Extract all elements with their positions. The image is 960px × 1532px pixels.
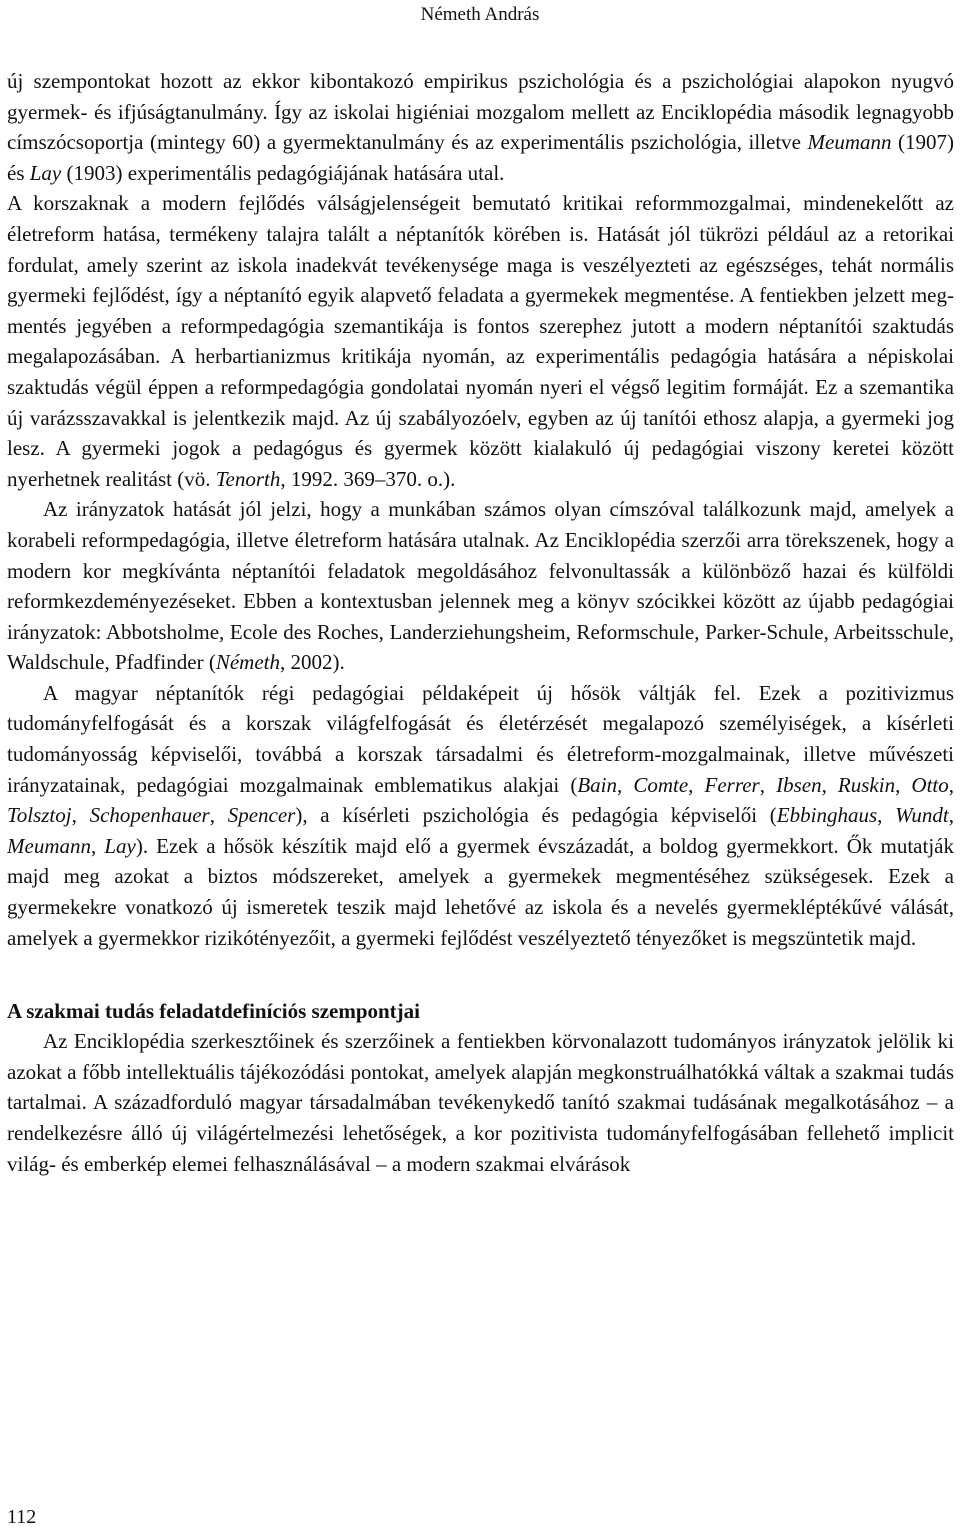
- text-run: , 1992. 369–370. o.).: [280, 466, 456, 491]
- text-run: ), a kísérleti pszichológia és pedagógia képviselői (: [295, 803, 777, 828]
- italic-name: Németh: [215, 650, 280, 675]
- italic-name: Tenorth: [215, 466, 281, 491]
- running-header-author: Németh András: [420, 4, 540, 25]
- italic-name: Meumann: [7, 833, 91, 858]
- italic-name: Ruskin: [837, 772, 896, 797]
- text-run: új szempontokat hozott az ekkor kibontakozó empirikus pszichológia és a pszichológiai alapokon nyugvó gyermek- és ifjúságtanulmány. Így az iskolai higiéniai mozgalom mellett az Enciklopédia második legnagyobb címszócsoportja (mintegy 60) a gyermektanulmány és az experimentális pszichológia, illetve: [7, 69, 954, 155]
- italic-name: Tolsztoj: [7, 803, 72, 828]
- text-run: , 2002).: [279, 650, 345, 675]
- text-run: ,: [209, 803, 228, 828]
- text-run: ,: [895, 772, 912, 797]
- paragraph: [7, 678, 954, 953]
- text-run: ,: [90, 833, 105, 858]
- paragraph: [7, 494, 954, 678]
- paragraph: [7, 188, 954, 494]
- italic-name: Wundt: [895, 803, 949, 828]
- text-run: ,: [948, 803, 955, 828]
- italic-name: Comte: [633, 772, 689, 797]
- italic-name: Lay: [29, 160, 62, 185]
- text-run: ,: [877, 803, 896, 828]
- text-run: A korszaknak a modern fejlődés válságjelenségeit bemutató kritikai reformmozgalmai, mindenekelőtt az életreform hatása, termékeny talajra talált a néptanítók körében is. Hatását jól tükrözi például az a retorikai fordulat, amely szerint az iskola inadekvát tevékenysége maga is veszélyezteti az egészséges, tehát normális gyermeki fejlődést, így a néptanító egyik alapvető feladata a gyermekek megmentése. A fentiekben jelzett megmentés jegyében a reformpedagógia szemantikája is fontos szerephez jutott a modern néptanítói szaktudás megalapozásában. A herbartianizmus kritikája nyomán, az experimentális pedagógia hatására a népiskolai szaktudás végül éppen a reformpedagógia gondolatai nyomán nyeri el végső legitim formáját. Ez a szemantika új varázsszavakkal is jelentkezik majd. Az új szabályozóelv, egyben az új tanítói ethosz alapja, a gyermeki jog lesz. A gyermeki jogok a pedagógus és gyermek között kialakuló új pedagógiai viszony keretei között nyerhetnek realitást (vö.: [7, 191, 954, 491]
- text-run: (1903) experimentális pedagógiájának hatására utal.: [61, 160, 505, 185]
- text-run: ,: [759, 772, 777, 797]
- italic-name: Otto: [911, 772, 949, 797]
- text-run: ,: [71, 803, 90, 828]
- text-run: ,: [821, 772, 838, 797]
- italic-name: Ferrer: [704, 772, 760, 797]
- italic-name: Meumann: [807, 130, 892, 155]
- section-heading: A szakmai tudás feladatdefiníciós szempontjai: [7, 999, 421, 1024]
- text-run: Az irányzatok hatását jól jelzi, hogy a munkában számos olyan címszóval találkozunk majd, amelyek a korabeli reformpedagógia, illetve életreform hatására utalnak. Az Enciklopédia szerzői arra törekszenek, hogy a modern kor megkívánta néptanítói feladatok megoldásához felvonultassák a különböző hazai és külföldi reformkezdeményezéseket. Ebben a kontextusban jelennek meg a könyv szócikkei között az újabb pedagógiai irányzatok: Abbotsholme, Ecole des Roches, Landerziehungsheim, Reformschule, Parker-Schule, Arbeitsschule, Waldschule, Pfadfinder (: [7, 497, 954, 675]
- italic-name: Schopenhauer: [89, 803, 210, 828]
- text-run: A magyar néptanítók régi pedagógiai példaképeit új hősök váltják fel. Ezek a pozitivizmus tudományfelfogását és a korszak világfelfogását és életérzését megalapozó személyiségek, a kísérleti tudományosság képviselői, továbbá a korszak társadalmi és életreform-mozgalmainak, illetve művészeti irányzatainak, pedagógiai mozgalmainak emblematikus alakjai (: [7, 680, 954, 797]
- page-number: 112: [7, 1506, 37, 1528]
- text-run: ,: [688, 772, 705, 797]
- italic-name: Ebbinghaus: [776, 803, 878, 828]
- paragraph: [7, 66, 954, 188]
- section-paragraphs: [7, 1026, 954, 1179]
- document-body: [7, 66, 954, 1179]
- text-run: ,: [948, 772, 955, 797]
- italic-name: Ibsen: [776, 772, 822, 797]
- text-run: ,: [617, 772, 634, 797]
- paragraph: [7, 1026, 954, 1179]
- italic-name: Bain: [577, 772, 617, 797]
- text-run: Az Enciklopédia szerkesztőinek és szerzőinek a fentiekben körvonalazott tudományos irányzatok jelölik ki azokat a főbb intellektuális tájékozódási pontokat, amelyek alapján megkonstruálhatókká váltak a szakmai tudás tartalmai. A századforduló magyar társadalmában tevékenykedő tanító szakmai tudásának megalkotásához – a rendelkezésre álló új világértelmezési lehetőségek, a kor pozitivista tudományfelfogásában fellehető implicit világ- és emberkép elemei felhasználásával – a modern szakmai elvárások: [7, 1029, 954, 1176]
- italic-name: Spencer: [227, 803, 296, 828]
- body-paragraphs: [7, 66, 954, 953]
- text-run: ). Ezek a hősök készítik majd elő a gyermek évszázadát, a boldog gyermekkort. Ők mutatják majd meg azokat a biztos módszereket, amelyek a gyermekek megmentéséhez szükségesek. Ezek a gyermekekre vonatkozó új ismeretek teszik majd lehetővé az iskola és a nevelés gyermekléptékűvé válását, amelyek a gyermekkor rizikótényezőit, a gyermeki fejlődést veszélyeztető tényezőket is megszüntetik majd.: [7, 833, 954, 950]
- italic-name: Lay: [104, 833, 136, 858]
- text-run: (1907) és: [7, 130, 954, 185]
